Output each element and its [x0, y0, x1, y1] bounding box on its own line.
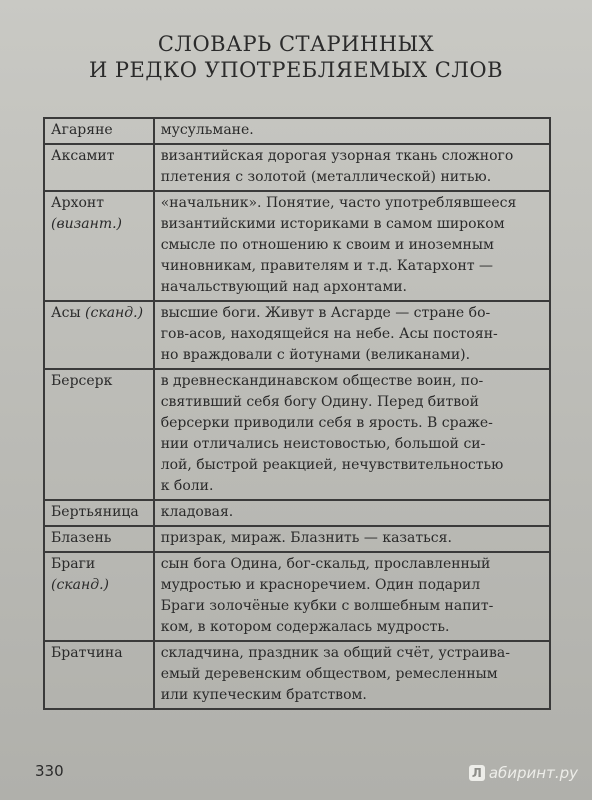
definition-line: но враждовали с йотунами (великанами).: [160, 347, 471, 363]
page-number: 330: [35, 762, 64, 780]
page-title-line1: СЛОВАРЬ СТАРИННЫХ: [157, 32, 435, 56]
definition-line: ком, в котором содержалась мудрость.: [160, 619, 450, 635]
definition-line: в древнескандинавском обществе воин, по-: [160, 373, 484, 389]
term-origin: (визант.): [51, 216, 123, 232]
labirint-logo-icon: Л: [469, 765, 485, 781]
definition-line: или купеческим братством.: [160, 687, 367, 703]
term-origin: (сканд.): [51, 577, 110, 593]
table-row: [44, 552, 550, 641]
term-cell: [44, 118, 154, 144]
definition-line: византийская дорогая узорная ткань сложного: [160, 148, 514, 164]
term-cell: [44, 191, 154, 301]
table-row: [44, 526, 550, 552]
definition-line: берсерки приводили себя в ярость. В сраже-: [160, 415, 493, 431]
table-row: [44, 301, 550, 369]
glossary-table: [43, 117, 551, 710]
definition-line: высшие боги. Живут в Асгарде — стране бо-: [160, 305, 491, 321]
watermark-logo: [469, 764, 578, 782]
term-cell: [44, 369, 154, 500]
definition-line: нии отличались неистовостью, большой си-: [160, 436, 486, 452]
table-row: [44, 118, 550, 144]
definition-line: Браги золочёные кубки с волшебным напит-: [160, 598, 494, 614]
definition-line: святивший себя богу Одину. Перед битвой: [160, 394, 479, 410]
definition-line: мусульмане.: [160, 122, 254, 138]
term-word: Братчина: [51, 645, 123, 661]
term-cell: [44, 552, 154, 641]
definition-cell: [154, 641, 550, 709]
table-row: [44, 500, 550, 526]
term-word: Бертьяница: [51, 504, 139, 520]
watermark-text: абиринт.ру: [488, 764, 578, 782]
definition-cell: [154, 526, 550, 552]
definition-cell: [154, 144, 550, 191]
definition-line: емый деревенским обществом, ремесленным: [160, 666, 498, 682]
term-word: Агаряне: [51, 122, 113, 138]
definition-line: мудростью и красноречием. Один подарил: [160, 577, 481, 593]
table-row: [44, 191, 550, 301]
definition-line: кладовая.: [160, 504, 234, 520]
definition-cell: [154, 369, 550, 500]
term-cell: [44, 500, 154, 526]
definition-cell: [154, 301, 550, 369]
definition-cell: [154, 118, 550, 144]
definition-line: смысле по отношению к своим и иноземным: [160, 237, 494, 253]
definition-line: сын бога Одина, бог-скальд, прославленный: [160, 556, 491, 572]
term-word: Браги: [51, 556, 96, 572]
definition-line: начальствующий над архонтами.: [160, 279, 407, 295]
term-cell: [44, 526, 154, 552]
term-word: Асы: [51, 305, 81, 321]
page-title-line2: И РЕДКО УПОТРЕБЛЯЕМЫХ СЛОВ: [88, 58, 504, 82]
definition-line: «начальник». Понятие, часто употреблявшееся: [160, 195, 517, 211]
term-origin: (сканд.): [85, 305, 144, 321]
term-cell: [44, 301, 154, 369]
definition-line: к боли.: [160, 478, 214, 494]
definition-line: лой, быстрой реакцией, нечувствительностью: [160, 457, 504, 473]
definition-cell: [154, 191, 550, 301]
table-row: [44, 641, 550, 709]
definition-line: гов-асов, находящейся на небе. Асы постоян-: [160, 326, 498, 342]
definition-line: чиновникам, правителям и т.д. Катархонт —: [160, 258, 494, 274]
table-row: [44, 144, 550, 191]
definition-line: византийскими историками в самом широком: [160, 216, 505, 232]
definition-line: плетения с золотой (металлической) нитью.: [160, 169, 492, 185]
definition-cell: [154, 500, 550, 526]
term-word: Берсерк: [51, 373, 113, 389]
term-cell: [44, 144, 154, 191]
term-word: Блазень: [51, 530, 112, 546]
term-word: Архонт: [51, 195, 104, 211]
term-cell: [44, 641, 154, 709]
definition-line: призрак, мираж. Блазнить — казаться.: [160, 530, 452, 546]
definition-cell: [154, 552, 550, 641]
term-word: Аксамит: [51, 148, 115, 164]
definition-line: складчина, праздник за общий счёт, устраива-: [160, 645, 510, 661]
table-row: [44, 369, 550, 500]
